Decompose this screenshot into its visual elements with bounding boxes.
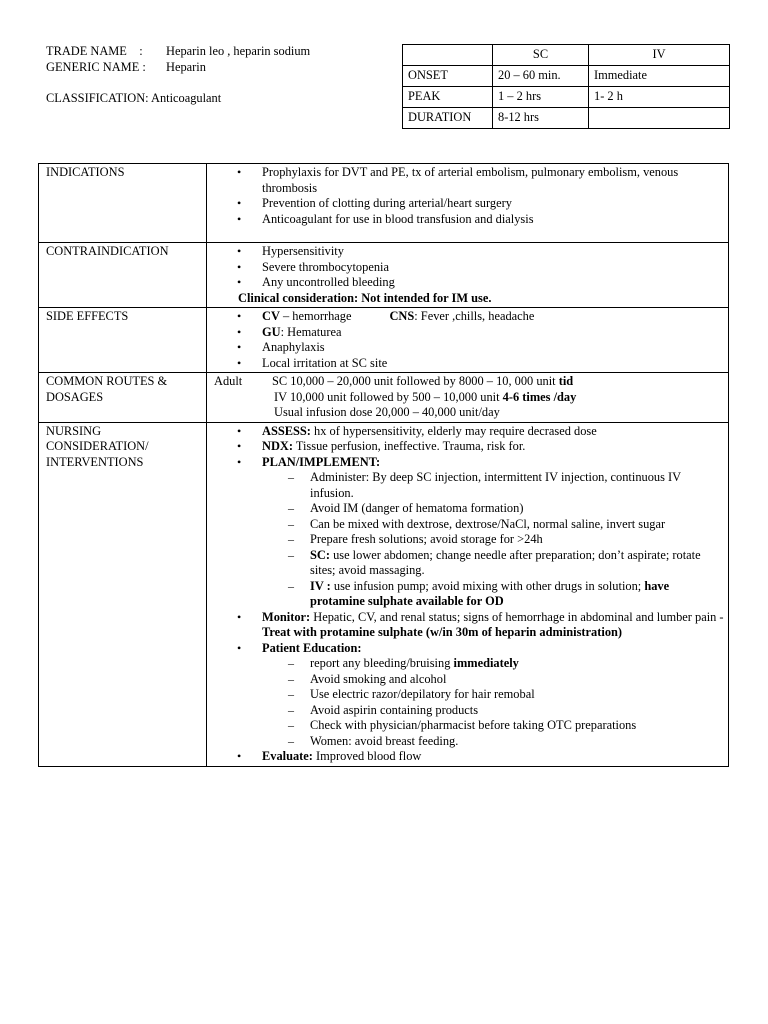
clinical-consideration: Clinical consideration: Not intended for IM use. bbox=[238, 290, 492, 305]
routes-label: COMMON ROUTES & DOSAGES bbox=[39, 373, 207, 423]
pk-header-row bbox=[403, 45, 730, 66]
generic-name-label: GENERIC NAME : bbox=[46, 60, 146, 74]
list-item: • GU: Hematurea bbox=[262, 325, 724, 341]
list-item: – IV : use infusion pump; avoid mixing with other drugs in solution; have protamine sulphate available for OD bbox=[310, 579, 724, 610]
trade-name-row bbox=[46, 44, 310, 60]
trade-name-label: TRADE NAME : bbox=[46, 44, 143, 58]
list-item: – report any bleeding/bruising immediately bbox=[310, 656, 724, 672]
generic-name-row bbox=[46, 60, 310, 76]
pk-cell-iv bbox=[589, 108, 730, 129]
side-effects-content bbox=[207, 308, 729, 373]
pk-header-sc: SC bbox=[493, 45, 589, 66]
pk-cell-sc: 20 – 60 min. bbox=[493, 66, 589, 87]
contraindication-list bbox=[214, 244, 724, 291]
list-item: – Prepare fresh solutions; avoid storage for >24h bbox=[310, 532, 724, 548]
trade-name-value: Heparin leo , heparin sodium bbox=[166, 44, 311, 58]
pk-cell-sc: 1 – 2 hrs bbox=[493, 87, 589, 108]
routes-content bbox=[207, 373, 729, 423]
list-item: – Avoid IM (danger of hematoma formation) bbox=[310, 501, 724, 517]
list-item: • Anaphylaxis bbox=[262, 340, 724, 356]
classification: CLASSIFICATION: Anticoagulant bbox=[46, 91, 222, 105]
pk-cell-iv: Immediate bbox=[589, 66, 730, 87]
pk-row-duration bbox=[403, 108, 730, 129]
routes-row bbox=[39, 373, 729, 423]
side-effects-row bbox=[39, 308, 729, 373]
plan-sublist bbox=[262, 470, 724, 610]
dosage-block bbox=[214, 374, 724, 421]
dose-sc: Adult SC 10,000 – 20,000 unit followed by 8000 – 10, 000 unit tid bbox=[214, 374, 574, 388]
pk-cell-sc: 8-12 hrs bbox=[493, 108, 589, 129]
list-item: – Women: avoid breast feeding. bbox=[310, 734, 724, 750]
list-item: • CV – hemorrhage CNS: Fever ,chills, headache bbox=[262, 309, 724, 325]
list-item: – SC: use lower abdomen; change needle after preparation; don’t aspirate; rotate sites; avoid massaging. bbox=[310, 548, 724, 579]
list-item: – Use electric razor/depilatory for hair remobal bbox=[310, 687, 724, 703]
nursing-row bbox=[39, 422, 729, 766]
list-item: • Evaluate: Improved blood flow bbox=[262, 749, 724, 765]
drug-header bbox=[46, 44, 310, 107]
drug-info-table bbox=[38, 163, 729, 767]
pk-row-label: ONSET bbox=[403, 66, 493, 87]
list-item: – Avoid smoking and alcohol bbox=[310, 672, 724, 688]
contraindication-content bbox=[207, 243, 729, 308]
pk-row-onset bbox=[403, 66, 730, 87]
pk-row-label: DURATION bbox=[403, 108, 493, 129]
list-item: • Hypersensitivity bbox=[262, 244, 724, 260]
list-item: – Avoid aspirin containing products bbox=[310, 703, 724, 719]
indications-list bbox=[214, 165, 724, 227]
list-item: • Any uncontrolled bleeding bbox=[262, 275, 724, 291]
pharmacokinetics-table bbox=[402, 44, 730, 129]
contraindication-label: CONTRAINDICATION bbox=[39, 243, 207, 308]
education-sublist bbox=[262, 656, 724, 749]
list-item: • PLAN/IMPLEMENT: – Administer: By deep SC injection, intermittent IV injection, continuous IV infusion. – Avoid IM (danger of hematoma formation) – Can be mixed with dextrose, dextrose/NaCl, normal saline, invert sugar – Prepare fresh solutions; avoid storage for >24h – SC: use lower abdomen; change needle after preparation; don’t aspirate; rotate sites; avoid massaging. – IV : use infusion pump; avoid mixing with other drugs in solution; have protamine sulphate available for OD bbox=[262, 455, 724, 610]
indications-content bbox=[207, 164, 729, 243]
nursing-list bbox=[214, 424, 724, 765]
pk-header-cell bbox=[403, 45, 493, 66]
list-item: • Monitor: Hepatic, CV, and renal status; signs of hemorrhage in abdominal and lumber pain - Treat with protamine sulphate (w/in 30m of heparin administration) bbox=[262, 610, 724, 641]
dose-iv: IV 10,000 unit followed by 500 – 10,000 unit 4-6 times /day bbox=[274, 389, 577, 404]
list-item: • Prophylaxis for DVT and PE, tx of arterial embolism, pulmonary embolism, venous thrombosis bbox=[262, 165, 724, 196]
indications-label: INDICATIONS bbox=[39, 164, 207, 243]
side-effects-label: SIDE EFFECTS bbox=[39, 308, 207, 373]
list-item: • Severe thrombocytopenia bbox=[262, 260, 724, 276]
list-item: – Can be mixed with dextrose, dextrose/NaCl, normal saline, invert sugar bbox=[310, 517, 724, 533]
pk-row-peak bbox=[403, 87, 730, 108]
dose-infusion: Usual infusion dose 20,000 – 40,000 unit/day bbox=[274, 405, 500, 419]
pk-row-label: PEAK bbox=[403, 87, 493, 108]
list-item: • Local irritation at SC site bbox=[262, 356, 724, 372]
list-item: • Patient Education: – report any bleeding/bruising immediately – Avoid smoking and alcohol – Use electric razor/depilatory for hair remobal – Avoid aspirin containing products – Check with physician/pharmacist before taking OTC preparations – Women: avoid breast feeding. bbox=[262, 641, 724, 750]
generic-name-value: Heparin bbox=[166, 60, 206, 74]
list-item: • ASSESS: hx of hypersensitivity, elderly may require decrased dose bbox=[262, 424, 724, 440]
pk-header-iv: IV bbox=[589, 45, 730, 66]
indications-row bbox=[39, 164, 729, 243]
pk-cell-iv: 1- 2 h bbox=[589, 87, 730, 108]
contraindication-row bbox=[39, 243, 729, 308]
side-effects-list bbox=[214, 309, 724, 371]
list-item: – Check with physician/pharmacist before taking OTC preparations bbox=[310, 718, 724, 734]
nursing-content bbox=[207, 422, 729, 766]
list-item: • NDX: Tissue perfusion, ineffective. Trauma, risk for. bbox=[262, 439, 724, 455]
list-item: • Prevention of clotting during arterial/heart surgery bbox=[262, 196, 724, 212]
list-item: – Administer: By deep SC injection, intermittent IV injection, continuous IV infusion. bbox=[310, 470, 724, 501]
nursing-label: NURSING CONSIDERATION/ INTERVENTIONS bbox=[39, 422, 207, 766]
list-item: • Anticoagulant for use in blood transfusion and dialysis bbox=[262, 212, 724, 228]
